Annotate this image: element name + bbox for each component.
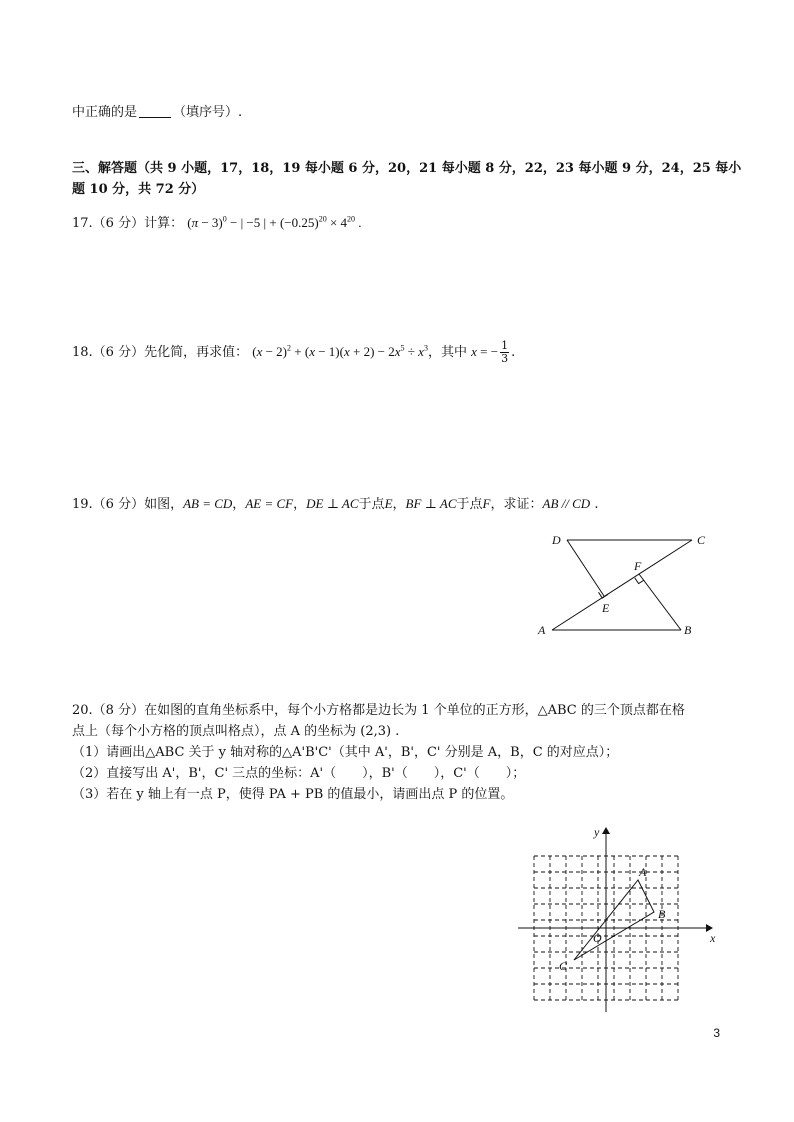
q20-coordinate-grid [510, 822, 720, 1018]
question-20-line1: 20.（8 分）在如图的直角坐标系中，每个小方格都是边长为 1 个单位的正方形，△ABC 的三个顶点都在格 [72, 703, 685, 718]
label-A: A [538, 623, 546, 637]
q17-expression: $(\pi - 3)^0$ − | −5 | + $(-0.25)^{20} \times 4^{20}$ . [187, 214, 362, 230]
question-20-line2: 点上（每个小方格的顶点叫格点），点 A 的坐标为 (2,3) . [72, 724, 400, 739]
question-18: 18.（6 分）先化简，再求值： $(x - 2)^2 + (x - 1)(x + 2) - 2x^5 \div x^3$，其中 x = − $\frac{1}{3}$ . [72, 339, 516, 365]
answer-blank[interactable] [139, 105, 171, 118]
question-20-part1: （1）请画出△ABC 关于 y 轴对称的△A'B'C'（其中 A'，B'，C' 分别是 A，B，C 的对应点）； [72, 745, 619, 760]
label-D: D [552, 533, 561, 547]
q19-figure [530, 530, 720, 640]
question-19: 19.（6 分）如图，AB = CD，AE = CF，DE ⊥ AC于点E，BF ⊥ AC于点F，求证：AB // CD . [72, 496, 599, 512]
label-B: B [684, 623, 692, 637]
axis-label-y: y [594, 825, 600, 839]
point-A-label: A [639, 865, 647, 879]
question-20-part3: （3）若在 y 轴上有一点 P，使得 PA + PB 的值最小，请画出点 P 的位置。 [72, 787, 514, 802]
label-C: C [697, 533, 706, 547]
question-17: 17.（6 分）计算： $(\pi - 3)^0$ − | −5 | + $(-0.25)^{20} \times 4^{20}$ . [72, 214, 362, 231]
page-number: 3 [713, 1026, 720, 1040]
fraction: $\frac{1}{3}$ [501, 339, 509, 365]
point-B-label: B [658, 907, 666, 921]
point-C-label: C [559, 959, 568, 973]
section-3-heading-line2: 题 10 分，共 72 分） [72, 182, 205, 197]
q16-tail: 中正确的是 （填序号）. [72, 105, 243, 120]
origin-label: O [593, 931, 602, 945]
label-E: E [602, 601, 610, 615]
axis-label-x: x [710, 931, 716, 945]
q18-expression: $(x - 2)^2 + (x - 1)(x + 2) - 2x^5 \div x^3$ [252, 343, 428, 359]
label-F: F [634, 559, 642, 573]
section-3-heading-line1: 三、解答题（共 9 小题，17，18，19 每小题 6 分，20，21 每小题 8 分，22，23 每小题 9 分，24，25 每小 [72, 161, 742, 176]
question-20-part2: （2）直接写出 A'，B'，C' 三点的坐标：A'（ ），B'（ ），C'（ ）； [72, 766, 526, 781]
